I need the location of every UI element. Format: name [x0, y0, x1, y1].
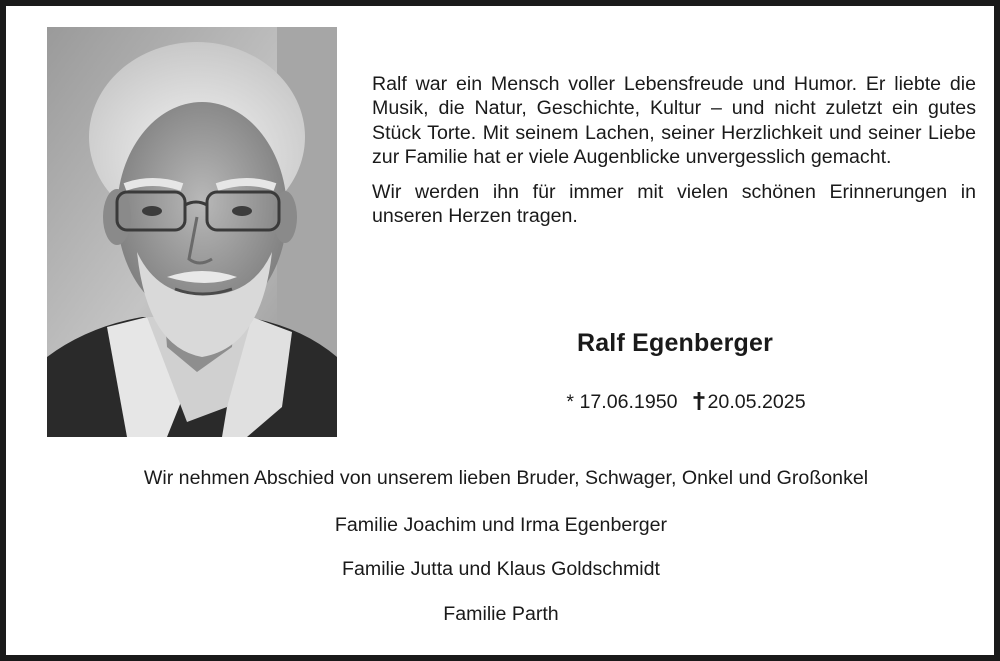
tribute-text: [372, 72, 976, 228]
portrait-photo: [47, 27, 337, 437]
birth-date: * 17.06.1950: [566, 391, 678, 413]
family-line: Familie Joachim und Irma Egenberger: [334, 514, 668, 536]
family-line: Familie Jutta und Klaus Goldschmidt: [342, 558, 660, 580]
life-dates: [372, 391, 976, 414]
tribute-paragraph-2: Wir werden ihn für immer mit vielen schönen Erinnerungen in unseren Herzen tragen.: [372, 180, 976, 228]
death-date: 20.05.2025: [707, 391, 806, 413]
family-line: Familie Parth: [443, 603, 559, 625]
cross-icon: [692, 392, 706, 410]
farewell-line: Wir nehmen Abschied von unserem lieben Bruder, Schwager, Onkel und Großonkel: [143, 467, 869, 489]
tribute-paragraph-1: Ralf war ein Mensch voller Lebensfreude und Humor. Er liebte die Musik, die Natur, Geschichte, Kultur – und nicht zuletzt ein gutes Stück Torte. Mit seinem Lachen, seiner Herzlichkeit und seiner Liebe zur Familie hat er viele Augenblicke unvergesslich gemacht.: [372, 73, 976, 169]
deceased-name: Ralf Egenberger: [576, 329, 774, 357]
portrait-illustration: [47, 27, 337, 437]
